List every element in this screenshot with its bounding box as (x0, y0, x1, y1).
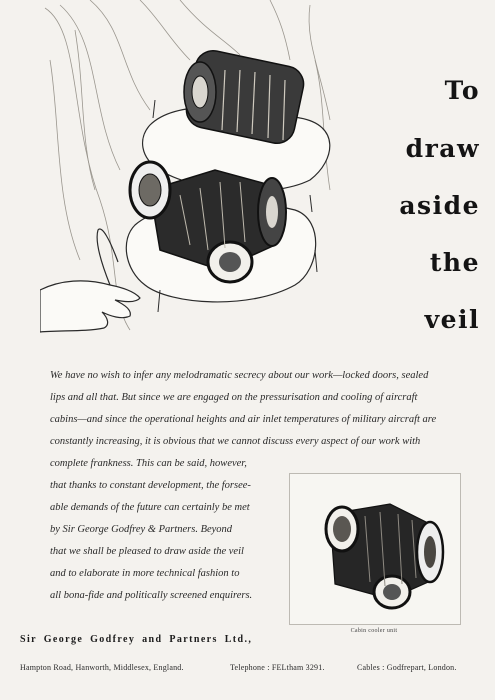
hand-drawing (40, 229, 140, 332)
body-line: cabins—and since the operational heights and air inlet temperatures of military aircraft are (50, 414, 437, 425)
body-line: constantly increasing, it is obvious that we cannot discuss every aspect of our work with (50, 436, 421, 447)
body-line: and to elaborate in more technical fashion to (50, 568, 240, 579)
cabin-cooler-photo (289, 473, 461, 625)
body-line: We have no wish to infer any melodramatic secrecy about our work—locked doors, sealed (50, 370, 429, 381)
photo-caption: Cabin cooler unit (350, 628, 398, 634)
engine-illustration (40, 0, 340, 350)
body-line: complete frankness. This can be said, however, (50, 458, 247, 469)
body-line: that thanks to constant development, the forsee- (50, 480, 251, 491)
headline-word-1: To (444, 76, 480, 105)
cabin-cooler-unit-image (290, 474, 460, 624)
body-line: by Sir George Godfrey & Partners. Beyond (50, 524, 233, 535)
company-address: Hampton Road, Hanworth, Middlesex, England. (20, 663, 184, 672)
company-name: Sir George Godfrey and Partners Ltd., (20, 634, 253, 645)
body-line: lips and all that. But since we are engaged on the pressurisation and cooling of aircraft (50, 392, 418, 403)
company-telephone: Telephone : FELtham 3291. (230, 663, 325, 672)
body-line: that we shall be pleased to draw aside the veil (50, 546, 244, 557)
company-cables: Cables : Godfrepart, London. (357, 663, 457, 672)
body-line: able demands of the future can certainly be met (50, 502, 250, 513)
headline-word-5: veil (424, 305, 480, 334)
headline-word-4: the (429, 248, 480, 277)
headline-word-3: aside (399, 191, 480, 220)
headline-word-2: draw (405, 134, 480, 163)
body-line: all bona-fide and politically screened enquirers. (50, 590, 253, 601)
